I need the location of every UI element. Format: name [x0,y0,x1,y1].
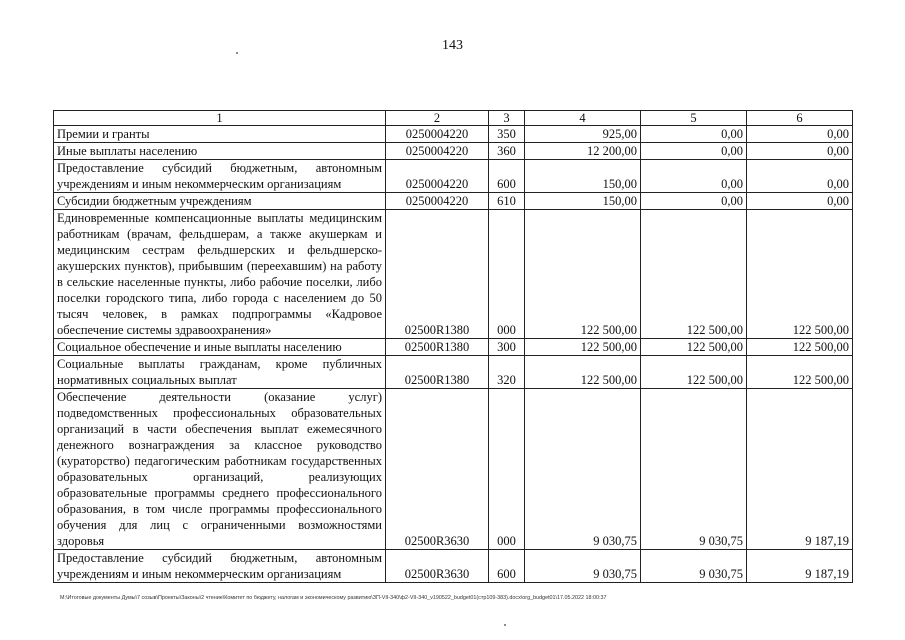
row-code-cell: 0250004220 [386,193,489,210]
row-code-cell: 02500R1380 [386,356,489,389]
row-name-cell: Предоставление субсидий бюджетным, автономным учреждениям и иным некоммерческим организациям [54,550,386,583]
table-row [54,339,853,356]
row-value-col5: 9 030,75 [641,550,747,583]
row-value-col4: 122 500,00 [525,339,641,356]
row-value-col5: 122 500,00 [641,210,747,339]
row-value-col5: 0,00 [641,193,747,210]
row-type-cell: 600 [489,550,525,583]
row-value-col6: 0,00 [747,126,853,143]
table-row [54,356,853,389]
row-value-col4: 150,00 [525,160,641,193]
row-name-cell: Социальное обеспечение и иные выплаты населению [54,339,386,356]
table-row [54,126,853,143]
row-value-col5: 122 500,00 [641,339,747,356]
scan-speck [504,624,506,626]
row-value-col5: 0,00 [641,160,747,193]
row-value-col6: 122 500,00 [747,356,853,389]
row-code-cell: 02500R1380 [386,339,489,356]
row-value-col5: 9 030,75 [641,389,747,550]
table-header-row [54,111,853,126]
row-code-cell: 0250004220 [386,160,489,193]
table-row [54,550,853,583]
row-code-cell: 02500R3630 [386,550,489,583]
table-row [54,143,853,160]
row-value-col4: 12 200,00 [525,143,641,160]
row-type-cell: 000 [489,210,525,339]
header-col-4: 4 [525,111,641,126]
budget-table [53,110,853,583]
row-value-col4: 925,00 [525,126,641,143]
table-row [54,160,853,193]
row-value-col4: 122 500,00 [525,356,641,389]
table-row [54,389,853,550]
row-name-cell: Иные выплаты населению [54,143,386,160]
row-value-col6: 0,00 [747,160,853,193]
row-name-cell: Предоставление субсидий бюджетным, автономным учреждениям и иным некоммерческим организациям [54,160,386,193]
header-col-2: 2 [386,111,489,126]
row-type-cell: 300 [489,339,525,356]
row-value-col4: 9 030,75 [525,550,641,583]
row-code-cell: 02500R1380 [386,210,489,339]
header-col-6: 6 [747,111,853,126]
row-code-cell: 0250004220 [386,126,489,143]
row-name-cell: Премии и гранты [54,126,386,143]
header-col-3: 3 [489,111,525,126]
row-value-col6: 0,00 [747,193,853,210]
header-col-5: 5 [641,111,747,126]
row-type-cell: 320 [489,356,525,389]
row-value-col5: 0,00 [641,143,747,160]
row-value-col5: 122 500,00 [641,356,747,389]
row-value-col6: 0,00 [747,143,853,160]
table-row [54,193,853,210]
row-value-col4: 9 030,75 [525,389,641,550]
row-name-cell: Единовременные компенсационные выплаты медицинским работникам (врачам, фельдшерам, а также акушеркам и медицинским сестрам фельдшерских и фельдшерско-акушерских пунктов), прибывшим (переехавшим) на работу в сельские населенные пункты, либо рабочие поселки, либо поселки городского типа, либо города с населением до 50 тысяч человек, в рамках подпрограммы «Кадровое обеспечение системы здравоохранения» [54,210,386,339]
row-type-cell: 360 [489,143,525,160]
row-type-cell: 000 [489,389,525,550]
scan-speck [236,52,238,54]
file-path-footer: M:\Итоговые документы Думы\7 созыв\Проекты\Законы\2 чтение\Комитет по бюджету, налогам и экономическому развитию\ЗП-VII-340\ф2-VII-340_v190522_budget01(стр109-383).docx\org_budget01\17.05.2022 18:00:37 [60,595,607,601]
row-value-col4: 122 500,00 [525,210,641,339]
row-type-cell: 350 [489,126,525,143]
row-name-cell: Субсидии бюджетным учреждениям [54,193,386,210]
row-type-cell: 600 [489,160,525,193]
row-code-cell: 0250004220 [386,143,489,160]
row-name-cell: Социальные выплаты гражданам, кроме публичных нормативных социальных выплат [54,356,386,389]
row-name-cell: Обеспечение деятельности (оказание услуг) подведомственных профессиональных образовательных организаций в части обеспечения выплат ежемесячного денежного вознаграждения за классное руководство (кураторство) педагогическим работникам государственных образовательных организаций, реализующих образовательные программы среднего профессионального образования, в том числе программы профессионального обучения для лиц с ограниченными возможностями здоровья [54,389,386,550]
row-value-col6: 122 500,00 [747,339,853,356]
row-value-col6: 9 187,19 [747,550,853,583]
row-value-col6: 122 500,00 [747,210,853,339]
row-code-cell: 02500R3630 [386,389,489,550]
page-number: 143 [442,38,463,53]
row-type-cell: 610 [489,193,525,210]
row-value-col5: 0,00 [641,126,747,143]
row-value-col4: 150,00 [525,193,641,210]
header-col-1: 1 [54,111,386,126]
row-value-col6: 9 187,19 [747,389,853,550]
table-row [54,210,853,339]
